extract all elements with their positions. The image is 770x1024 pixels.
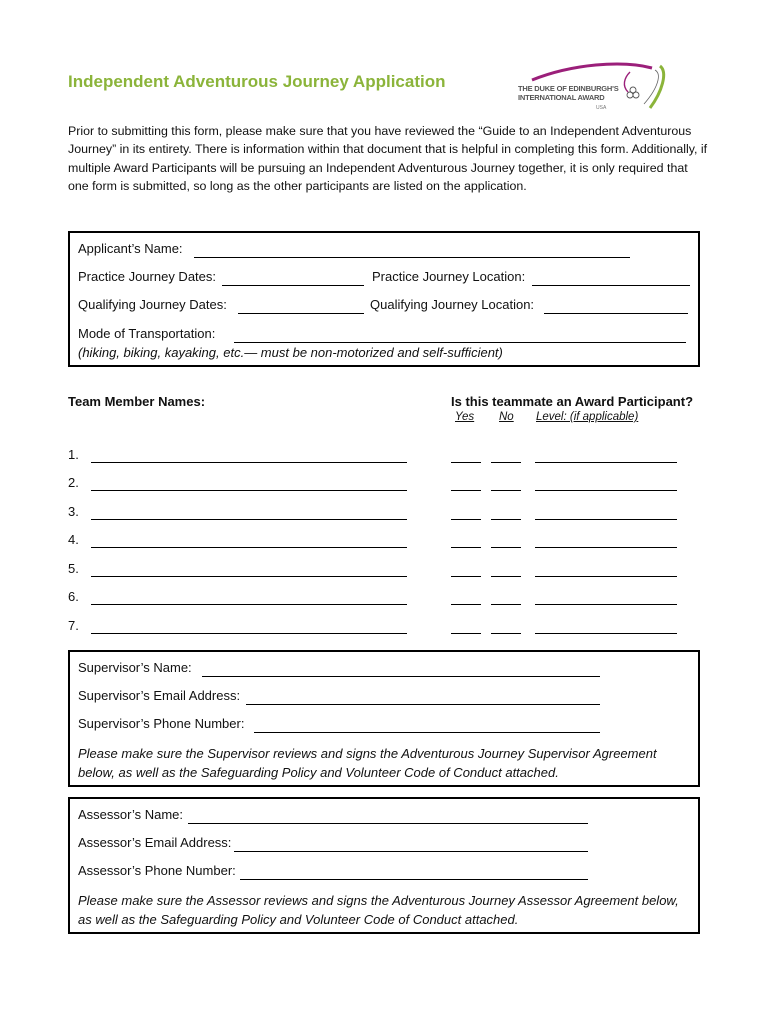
assessor-section [68, 797, 700, 934]
assessor-name-label: Assessor’s Name: [78, 807, 183, 822]
member-name-field[interactable] [91, 462, 407, 463]
yes-field[interactable] [451, 633, 481, 634]
applicant-name-label: Applicant’s Name: [78, 241, 183, 256]
member-name-field[interactable] [91, 490, 407, 491]
row-number: 7. [68, 618, 79, 633]
supervisor-name-label: Supervisor’s Name: [78, 660, 192, 675]
participant-question: Is this teammate an Award Participant? [451, 394, 694, 409]
transport-label: Mode of Transportation: [78, 326, 216, 341]
no-field[interactable] [491, 576, 521, 577]
practice-dates-field[interactable] [222, 285, 364, 286]
row-number: 4. [68, 532, 79, 547]
member-name-field[interactable] [91, 576, 407, 577]
assessor-phone-field[interactable] [240, 879, 588, 880]
level-field[interactable] [535, 490, 677, 491]
member-name-field[interactable] [91, 519, 407, 520]
team-heading: Team Member Names: [68, 394, 206, 409]
no-field[interactable] [491, 490, 521, 491]
supervisor-phone-field[interactable] [254, 732, 600, 733]
yes-field[interactable] [451, 490, 481, 491]
award-logo [512, 62, 672, 116]
assessor-email-label: Assessor’s Email Address: [78, 835, 232, 850]
level-field[interactable] [535, 519, 677, 520]
team-row-1 [0, 447, 770, 467]
assessor-note: Please make sure the Assessor reviews and signs the Adventurous Journey Assessor Agreement below, as well as the Safeguarding Policy and Volunteer Code of Conduct attached. [78, 893, 679, 927]
applicant-name-field[interactable] [194, 257, 630, 258]
qualifying-dates-label: Qualifying Journey Dates: [78, 297, 227, 312]
practice-location-label: Practice Journey Location: [372, 269, 526, 284]
no-field[interactable] [491, 547, 521, 548]
page-title: Independent Adventurous Journey Application [68, 72, 446, 91]
practice-dates-label: Practice Journey Dates: [78, 269, 217, 284]
team-row-4 [0, 532, 770, 552]
col-yes-header: Yes [455, 411, 475, 423]
yes-field[interactable] [451, 576, 481, 577]
qualifying-location-field[interactable] [544, 313, 688, 314]
level-field[interactable] [535, 547, 677, 548]
supervisor-name-field[interactable] [202, 676, 600, 677]
no-field[interactable] [491, 519, 521, 520]
logo-line-1: THE DUKE OF EDINBURGH'S [518, 84, 619, 93]
logo-line-3: USA [596, 105, 607, 111]
col-no-header: No [499, 411, 514, 423]
yes-field[interactable] [451, 519, 481, 520]
level-field[interactable] [535, 462, 677, 463]
supervisor-email-label: Supervisor’s Email Address: [78, 688, 241, 703]
yes-field[interactable] [451, 547, 481, 548]
logo-line-2: INTERNATIONAL AWARD [518, 93, 605, 102]
row-number: 5. [68, 561, 79, 576]
yes-field[interactable] [451, 462, 481, 463]
level-field[interactable] [535, 576, 677, 577]
qualifying-location-label: Qualifying Journey Location: [370, 297, 535, 312]
team-row-7 [0, 618, 770, 638]
practice-location-field[interactable] [532, 285, 690, 286]
applicant-section [68, 231, 700, 367]
no-field[interactable] [491, 462, 521, 463]
assessor-email-field[interactable] [234, 851, 588, 852]
team-row-2 [0, 475, 770, 495]
transport-note: (hiking, biking, kayaking, etc.— must be non-motorized and self-sufficient) [78, 345, 503, 360]
supervisor-email-field[interactable] [246, 704, 600, 705]
transport-field[interactable] [234, 342, 686, 343]
intro-paragraph: Prior to submitting this form, please make sure that you have reviewed the “Guide to an Independent Adventurous Journey” in its entirety. There is information within that document that is helpful in completing this form. Additionally, if multiple Award Participants will be pursuing an Independent Adventurous Journey together, it is only required that one form is submitted, so long as the other participants are listed on the application. [68, 124, 708, 194]
member-name-field[interactable] [91, 633, 407, 634]
assessor-name-field[interactable] [188, 823, 588, 824]
row-number: 3. [68, 504, 79, 519]
level-field[interactable] [535, 633, 677, 634]
row-number: 1. [68, 447, 79, 462]
team-row-5 [0, 561, 770, 581]
member-name-field[interactable] [91, 547, 407, 548]
level-field[interactable] [535, 604, 677, 605]
no-field[interactable] [491, 604, 521, 605]
supervisor-phone-label: Supervisor’s Phone Number: [78, 716, 245, 731]
row-number: 2. [68, 475, 79, 490]
supervisor-note: Please make sure the Supervisor reviews and signs the Adventurous Journey Supervisor Agreement below, as well as the Safeguarding Policy and Volunteer Code of Conduct attached. [78, 746, 657, 780]
qualifying-dates-field[interactable] [238, 313, 364, 314]
no-field[interactable] [491, 633, 521, 634]
yes-field[interactable] [451, 604, 481, 605]
row-number: 6. [68, 589, 79, 604]
team-row-3 [0, 504, 770, 524]
team-member-list [0, 447, 770, 647]
col-level-header: Level: (if applicable) [536, 411, 639, 423]
supervisor-section [68, 650, 700, 787]
member-name-field[interactable] [91, 604, 407, 605]
assessor-phone-label: Assessor’s Phone Number: [78, 863, 236, 878]
team-row-6 [0, 589, 770, 609]
